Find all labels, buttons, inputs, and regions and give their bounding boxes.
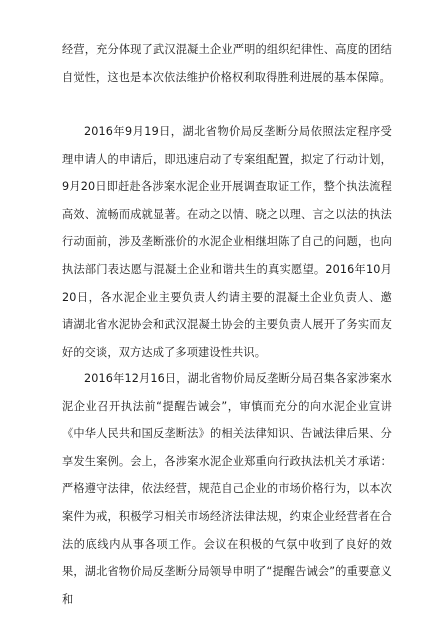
- paragraph-investigation: 2016年9月19日，湖北省物价局反垄断分局依照法定程序受理申请人的申请后，即迅速启动了专案组配置，拟定了行动计划，9月20日即赶赴各涉案水泥企业开展调查取证工作，整个执法流程高效、流畅而成就显著。在动之以情、晓之以理、言之以法的执法行动面前，涉及垄断涨价的水泥企业相继坦陈了自己的问题，也向执法部门表达愿与混凝土企业和谐共生的真实愿望。2016年10月20日，各水泥企业主要负责人约请主要的混凝土企业负责人、邀请湖北省水泥协会和武汉混凝土协会的主要负责人展开了务实而友好的交谈，双方达成了多项建设性共识。: [62, 125, 392, 359]
- paragraph-warning-meeting: 2016年12月16日，湖北省物价局反垄断分局召集各家涉案水泥企业召开执法前“提醒告诫会”，审慎而充分的向水泥企业宣讲《中华人民共和国反垄断法》的相关法律知识、告诫法律后果、分享发生案例。会上，各涉案水泥企业郑重向行政执法机关才承诺：严格遵守法律，依法经营，规范自己企业的市场价格行为，以本次案件为戒，积极学习相关市场经济法律法规，约束企业经营者在合法的底线内从事各项工作。会议在积极的气氛中收到了良好的效果，湖北省物价局反垄断分局领导申明了“提醒告诫会”的重要意义和: [62, 372, 392, 606]
- paragraph-continuation: 经营，充分体现了武汉混凝土企业严明的组织纪律性、高度的团结自觉性，这也是本次依法维护价格权利取得胜利进展的基本保障。: [62, 43, 392, 84]
